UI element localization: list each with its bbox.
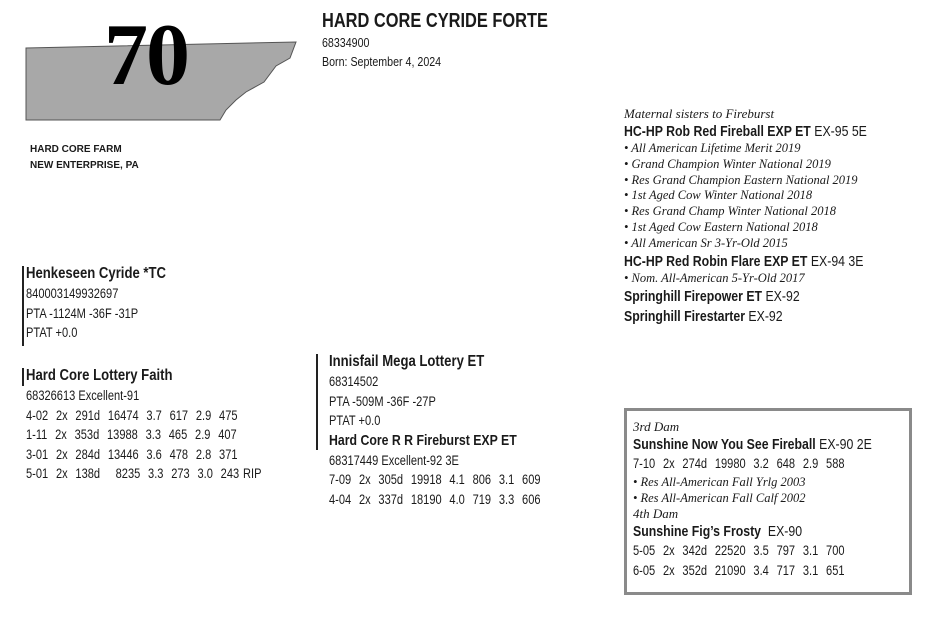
dam-record: 4-02 2x 291d 16474 3.7 617 2.9 475 bbox=[26, 407, 238, 423]
sister-achievement: • Grand Champion Winter National 2019 bbox=[624, 156, 831, 171]
sister-achievement: • All American Lifetime Merit 2019 bbox=[624, 141, 801, 155]
second-dam-record: 7-09 2x 305d 19918 4.1 806 3.1 609 bbox=[329, 472, 541, 487]
third-dam-name: Sunshine Now You See Fireball EX-90 2E bbox=[633, 436, 872, 453]
sire-name: Henkeseen Cyride *TC bbox=[26, 265, 167, 282]
dam-id-class: 68326613 Excellent-91 bbox=[26, 388, 140, 403]
fourth-dam-record: 6-05 2x 352d 21090 3.4 717 3.1 651 bbox=[633, 563, 845, 578]
sister-achievement: • Res Grand Champ Winter National 2018 bbox=[624, 204, 837, 219]
dam-record: 1-11 2x 353d 13988 3.3 465 2.9 407 bbox=[26, 427, 237, 442]
dam-name: Hard Core Lottery Faith bbox=[26, 367, 173, 384]
second-dam-record: 4-04 2x 337d 18190 4.0 719 3.3 606 bbox=[329, 491, 541, 507]
second-dam-id-class: 68317449 Excellent-92 3E bbox=[329, 452, 459, 468]
dam-sire-name: Innisfail Mega Lottery ET bbox=[329, 353, 485, 370]
animal-born: Born: September 4, 2024 bbox=[322, 54, 442, 69]
third-dam-caption: 3rd Dam bbox=[633, 419, 680, 434]
dam-record: 3-01 2x 284d 13446 3.6 478 2.8 371 bbox=[26, 446, 238, 462]
dam-record: 5-01 2x 138d 8235 3.3 273 3.0 243 RIP bbox=[26, 466, 262, 481]
sister-name: HC-HP Rob Red Fireball EXP ET EX-95 5E bbox=[624, 123, 867, 140]
maternal-sisters bbox=[624, 106, 934, 326]
third-dam-achievement: • Res All-American Fall Calf 2002 bbox=[633, 491, 806, 505]
sister-name: Springhill Firestarter EX-92 bbox=[624, 308, 783, 326]
farm-name: HARD CORE FARM bbox=[30, 144, 122, 155]
animal-header bbox=[322, 10, 598, 71]
sire-ptat: PTAT +0.0 bbox=[26, 325, 78, 340]
sire-bracket bbox=[22, 266, 24, 346]
sister-achievement: • All American Sr 3-Yr-Old 2015 bbox=[624, 235, 788, 250]
sister-achievement: • Nom. All-American 5-Yr-Old 2017 bbox=[624, 270, 805, 285]
dam-sire-block bbox=[329, 352, 587, 509]
sister-name: Springhill Firepower ET EX-92 bbox=[624, 288, 800, 306]
farm-info bbox=[30, 142, 139, 174]
dam-bracket bbox=[22, 368, 24, 386]
animal-id: 68334900 bbox=[322, 35, 370, 50]
sire-id: 840003149932697 bbox=[26, 286, 119, 301]
damsire-bracket bbox=[316, 354, 318, 450]
farm-location: NEW ENTERPRISE, PA bbox=[30, 160, 139, 171]
sisters-caption: Maternal sisters to Fireburst bbox=[624, 106, 775, 121]
dam-sire-pta: PTA -509M -36F -27P bbox=[329, 393, 436, 409]
animal-name: HARD CORE CYRIDE FORTE bbox=[322, 10, 548, 32]
fourth-dam-record: 5-05 2x 342d 22520 3.5 797 3.1 700 bbox=[633, 543, 845, 558]
third-dam-achievement: • Res All-American Fall Yrlg 2003 bbox=[633, 475, 806, 489]
fourth-dam-caption: 4th Dam bbox=[633, 506, 679, 521]
dam-sire-ptat: PTAT +0.0 bbox=[329, 413, 381, 428]
lot-number: 70 bbox=[104, 7, 188, 104]
sire-pta: PTA -1124M -36F -31P bbox=[26, 305, 139, 321]
sister-achievement: • 1st Aged Cow Eastern National 2018 bbox=[624, 219, 818, 234]
sire-block bbox=[26, 264, 197, 343]
third-fourth-dam-box bbox=[624, 408, 912, 595]
sister-name: HC-HP Red Robin Flare EXP ET EX-94 3E bbox=[624, 252, 864, 270]
third-dam-record: 7-10 2x 274d 19980 3.2 648 2.9 588 bbox=[633, 456, 845, 471]
sister-achievement: • 1st Aged Cow Winter National 2018 bbox=[624, 188, 813, 203]
second-dam-name: Hard Core R R Fireburst EXP ET bbox=[329, 431, 517, 449]
dam-block bbox=[26, 366, 313, 484]
sister-achievement: • Res Grand Champion Eastern National 2019 bbox=[624, 172, 858, 187]
dam-sire-id: 68314502 bbox=[329, 374, 379, 389]
fourth-dam-name: Sunshine Fig’s Frosty EX-90 bbox=[633, 523, 803, 540]
